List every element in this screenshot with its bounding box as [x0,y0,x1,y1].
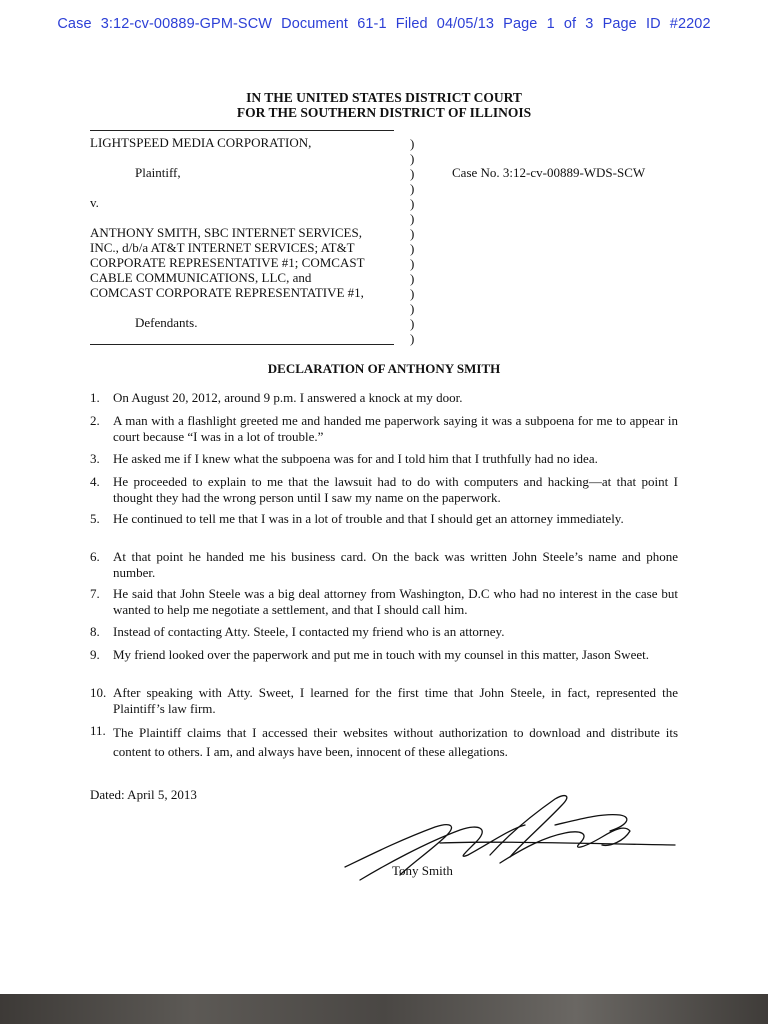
caption-paren: ) [410,181,415,196]
paragraph-7 [90,586,678,617]
paragraph-text: A man with a flashlight greeted me and handed me paperwork saying it was a subpoena for me to appear in court because “I was in a lot of trouble.” [113,413,678,444]
paragraph-8 [90,624,678,640]
defendant-line-2: INC., d/b/a AT&T INTERNET SERVICES; AT&T [90,240,355,255]
paragraph-11 [90,723,678,761]
paragraph-6 [90,549,678,580]
plaintiff-role: Plaintiff, [135,165,181,180]
court-title-line-2: FOR THE SOUTHERN DISTRICT OF ILLINOIS [236,105,532,120]
paragraph-text: At that point he handed me his business card. On the back was written John Steele’s name and phone number. [113,549,678,580]
defendant-role: Defendants. [135,315,198,330]
paragraph-number: 11. [90,723,106,738]
dated-line: Dated: April 5, 2013 [90,787,197,802]
signature [340,785,680,895]
paragraph-number: 2. [90,413,100,428]
caption-paren: ) [410,271,415,286]
paragraph-text: He said that John Steele was a big deal attorney from Washington, D.C who had no interest in the case but wanted to help me negotiate a settlement, and that I should call him. [113,586,678,617]
caption-bottom-rule [90,344,394,345]
declaration-title: DECLARATION OF ANTHONY SMITH [267,361,501,376]
paragraph-5 [90,511,678,527]
paragraph-number: 3. [90,451,100,466]
paragraph-10 [90,685,678,716]
paragraph-text: He continued to tell me that I was in a lot of trouble and that I should get an attorney immediately. [113,511,624,526]
paragraph-number: 5. [90,511,100,526]
paragraph-3 [90,451,678,467]
caption-paren: ) [410,226,415,241]
signature-name: Tony Smith [392,863,453,878]
paragraph-number: 6. [90,549,100,564]
paragraph-text: On August 20, 2012, around 9 p.m. I answered a knock at my door. [113,390,463,405]
paragraph-9 [90,647,678,663]
caption-paren: ) [410,316,415,331]
paragraph-text: He proceeded to explain to me that the lawsuit had to do with computers and hacking—at that point I thought they had the wrong person until I saw my name on the paperwork. [113,474,678,505]
caption-paren: ) [410,301,415,316]
versus-label: v. [90,195,99,210]
paragraph-text: He asked me if I knew what the subpoena was for and I told him that I truthfully had no idea. [113,451,598,466]
caption-paren: ) [410,241,415,256]
viewer-bottom-strip [0,994,768,1024]
case-header-stamp: Case 3:12-cv-00889-GPM-SCW Document 61-1 Filed 04/05/13 Page 1 of 3 Page ID #2202 [57,16,711,32]
paragraph-number: 7. [90,586,100,601]
paragraph-number: 4. [90,474,100,489]
defendant-line-5: COMCAST CORPORATE REPRESENTATIVE #1, [90,285,364,300]
paragraph-text: After speaking with Atty. Sweet, I learned for the first time that John Steele, in fact, represented the Plaintiff’s law firm. [113,685,678,716]
caption-paren: ) [410,331,415,346]
paragraph-2 [90,413,678,444]
caption-paren: ) [410,166,415,181]
paragraph-number: 9. [90,647,100,662]
caption-paren: ) [410,136,415,151]
paragraph-text: My friend looked over the paperwork and put me in touch with my counsel in this matter, Jason Sweet. [113,647,649,662]
paragraph-1 [90,390,678,406]
case-number: Case No. 3:12-cv-00889-WDS-SCW [452,165,646,180]
caption-paren: ) [410,286,415,301]
court-title-line-1: IN THE UNITED STATES DISTRICT COURT [246,90,522,105]
caption-paren: ) [410,151,415,166]
defendant-line-4: CABLE COMMUNICATIONS, LLC, and [90,270,312,285]
paragraph-number: 8. [90,624,100,639]
caption-paren: ) [410,196,415,211]
paragraph-text: Instead of contacting Atty. Steele, I contacted my friend who is an attorney. [113,624,505,639]
paragraph-number: 1. [90,390,100,405]
caption-top-rule [90,130,394,131]
plaintiff-name: LIGHTSPEED MEDIA CORPORATION, [90,135,312,150]
paragraph-number: 10. [90,685,107,700]
caption-paren: ) [410,256,415,271]
defendant-line-3: CORPORATE REPRESENTATIVE #1; COMCAST [90,255,365,270]
paragraph-4 [90,474,678,505]
caption-paren: ) [410,211,415,226]
defendant-line-1: ANTHONY SMITH, SBC INTERNET SERVICES, [90,225,362,240]
paragraph-text: The Plaintiff claims that I accessed their websites without authorization to download and distribute its content to others. I am, and always have been, innocent of these allegations. [113,725,678,759]
